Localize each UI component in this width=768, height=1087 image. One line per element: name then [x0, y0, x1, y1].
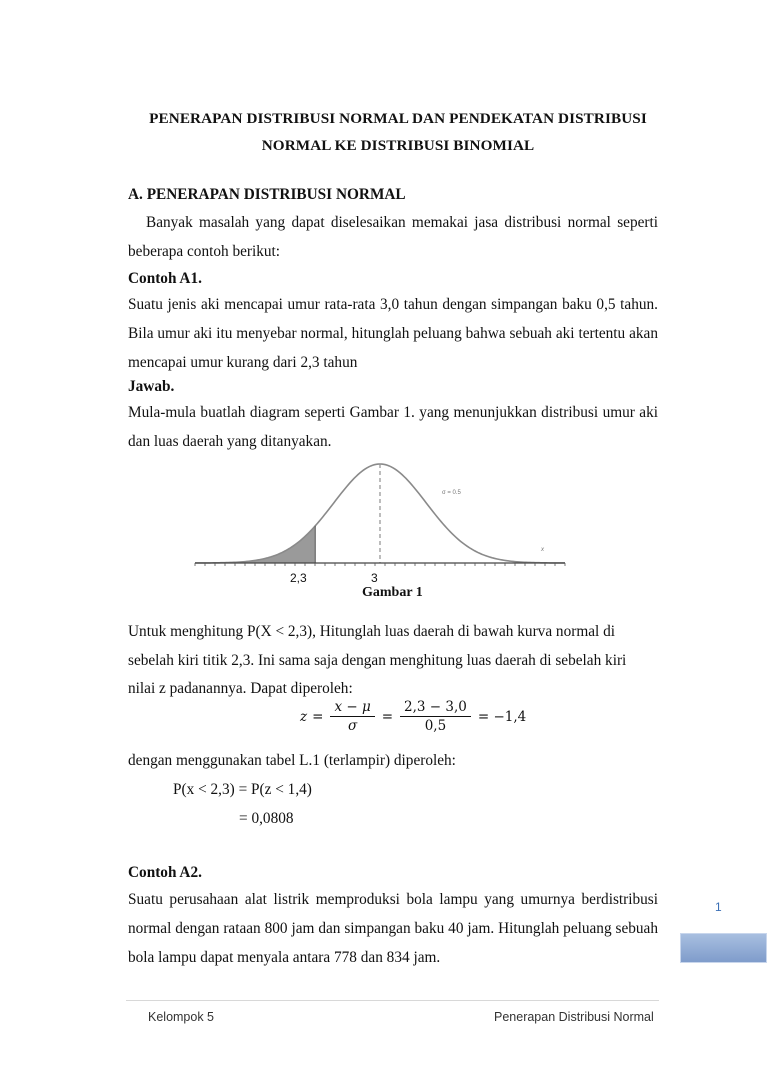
intro-paragraph: Banyak masalah yang dapat diselesaikan memakai jasa distribusi normal seperti beberapa contoh berikut: [128, 214, 658, 260]
formula-numerator: x − μ [330, 700, 374, 717]
example-a1-label: Contoh A1. [128, 270, 202, 287]
calc-line-3: nilai z padanannya. Dapat diperoleh: [128, 680, 353, 697]
figure-caption: Gambar 1 [362, 585, 423, 600]
sigma-annotation: σ = 0.5 [442, 490, 461, 496]
page-tab-decoration [680, 933, 767, 963]
value-numerator: 2,3 − 3,0 [400, 700, 471, 717]
value-denominator: 0,5 [424, 718, 447, 734]
calc-line-2: sebelah kiri titik 2,3. Ini sama saja dengan menghitung luas daerah di sebelah kiri [128, 652, 627, 669]
z-variable: z [300, 709, 308, 725]
document-title-line-2: NORMAL KE DISTRIBUSI BINOMIAL [261, 137, 535, 154]
formula-denominator: σ [347, 718, 358, 734]
tick-label-mean: 3 [371, 571, 378, 585]
normal-distribution-figure [180, 450, 580, 600]
example-a1-text: Suatu jenis aki mencapai umur rata-rata 3,0 tahun dengan simpangan baku 0,5 tahun. Bila umur aki itu menyebar normal, hitunglah peluang bahwa sebuah aki tertentu akan mencapai umur kurang dari 2,3 tahun [128, 296, 658, 371]
page-number: 1 [715, 900, 722, 914]
footer-left: Kelompok 5 [148, 1010, 215, 1024]
equals-sign-2: = [381, 709, 394, 725]
tick-label-left: 2,3 [290, 571, 307, 585]
footer-divider [126, 1000, 659, 1001]
document-title-line-1: PENERAPAN DISTRIBUSI NORMAL DAN PENDEKATAN DISTRIBUSI [149, 110, 647, 127]
answer-text: Mula-mula buatlah diagram seperti Gambar 1. yang menunjukkan distribusi umur aki dan luas daerah yang ditanyakan. [128, 404, 658, 450]
z-score-formula [300, 700, 526, 734]
z-result: = −1,4 [477, 709, 527, 725]
example-a2-text: Suatu perusahaan alat listrik memproduksi bola lampu yang umurnya berdistribusi normal dengan rataan 800 jam dan simpangan baku 40 jam. Hitunglah peluang sebuah bola lampu dapat menyala antara 778 dan 834 jam. [128, 891, 658, 966]
section-heading: A. PENERAPAN DISTRIBUSI NORMAL [128, 186, 406, 203]
example-a2-label: Contoh A2. [128, 864, 202, 881]
calc-line-1: Untuk menghitung P(X < 2,3), Hitunglah luas daerah di bawah kurva normal di [128, 623, 615, 640]
probability-line-2: = 0,0808 [239, 810, 294, 827]
table-reference-line: dengan menggunakan tabel L.1 (terlampir) diperoleh: [128, 752, 456, 769]
shaded-area [195, 526, 315, 563]
footer-right: Penerapan Distribusi Normal [494, 1010, 654, 1024]
formula-fraction [330, 700, 374, 734]
value-fraction [400, 700, 471, 734]
probability-line-1: P(x < 2,3) = P(z < 1,4) [173, 781, 312, 798]
equals-sign: = [312, 709, 324, 725]
x-axis-annotation: x [541, 547, 544, 553]
answer-label: Jawab. [128, 378, 175, 395]
